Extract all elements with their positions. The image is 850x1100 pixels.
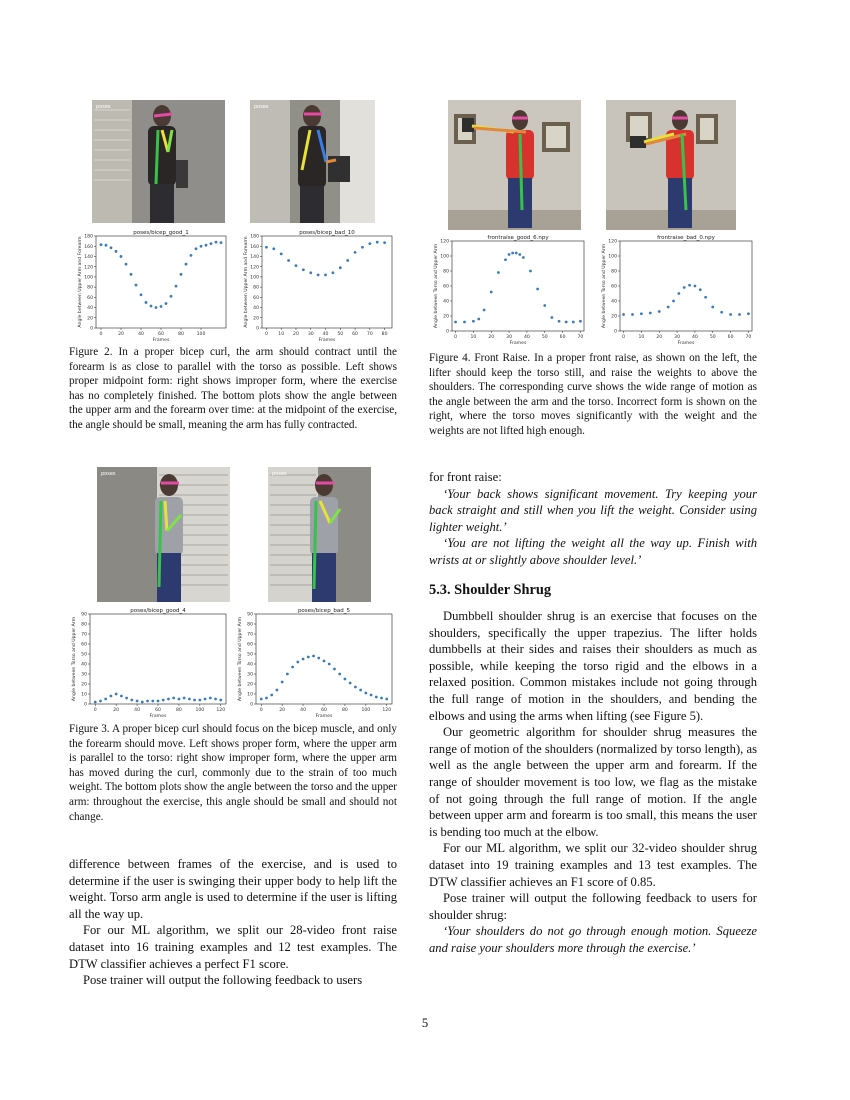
- y-tick-label: 30: [81, 672, 87, 678]
- y-tick-label: 40: [87, 306, 93, 312]
- x-tick-label: 120: [216, 708, 226, 713]
- data-point: [699, 288, 702, 291]
- x-tick-label: 0: [264, 332, 268, 337]
- y-tick-label: 100: [250, 275, 259, 281]
- figure-4-caption: Figure 4. Front Raise. In a proper front raise, as shown on the left, the lifter should keep the torso still, and raise the weights to above the shoulders. The corresponding curve shows the wide range of motion as the angle between the arm and the torso. Incorrect form is shown on the right, where the torso moves significantly with the weight and the weights are not lifted high enough.: [429, 352, 757, 437]
- data-point: [472, 320, 475, 323]
- y-tick-label: 0: [250, 702, 253, 708]
- data-point: [295, 264, 298, 267]
- fig4-photo-good: [448, 100, 581, 230]
- data-point: [463, 321, 466, 324]
- fig2-photo-bad: [250, 100, 375, 223]
- data-point: [380, 697, 383, 700]
- data-point: [280, 252, 283, 255]
- feedback-quote-weight: ‘You are not lifting the weight all the way up. Finish with wrists at or slightly above shoulder level.’: [429, 536, 757, 567]
- svg-text:poses: poses: [96, 104, 111, 110]
- bicep-good-torso-pose-image: [97, 467, 230, 602]
- data-point: [136, 700, 139, 703]
- x-tick-label: 10: [278, 332, 285, 337]
- chart-frontraise-good-6: [424, 233, 589, 345]
- data-point: [130, 699, 133, 702]
- data-point: [198, 699, 201, 702]
- data-point: [165, 302, 168, 305]
- x-tick-label: 80: [175, 708, 182, 713]
- y-tick-label: 120: [84, 265, 93, 271]
- feedback-intro-continued: for front raise:: [429, 470, 502, 484]
- x-tick-label: 20: [293, 332, 299, 337]
- data-point: [200, 245, 203, 248]
- data-point: [747, 312, 750, 315]
- y-tick-label: 140: [250, 255, 259, 261]
- x-tick-label: 30: [307, 332, 314, 337]
- data-point: [276, 689, 279, 692]
- y-tick-label: 80: [253, 285, 259, 291]
- bicep-bad-torso-pose-image: [268, 467, 371, 602]
- data-point: [504, 258, 507, 261]
- feedback-quote-shoulders: ‘Your shoulders do not go through enough motion. Squeeze and raise your shoulders more through the exercise.’: [429, 924, 757, 955]
- data-point: [349, 682, 352, 685]
- data-point: [649, 312, 652, 315]
- x-tick-label: 20: [279, 708, 286, 713]
- y-tick-label: 10: [81, 692, 87, 698]
- y-tick-label: 140: [84, 255, 93, 261]
- left-column-text: [69, 856, 397, 989]
- x-tick-label: 60: [321, 708, 327, 713]
- data-point: [332, 271, 335, 274]
- x-tick-label: 20: [118, 332, 124, 337]
- data-point: [361, 246, 364, 249]
- data-point: [287, 259, 290, 262]
- data-point: [497, 271, 500, 274]
- chart-title: poses/bicep_bad_5: [297, 608, 351, 614]
- y-tick-label: 80: [611, 269, 617, 275]
- plot-frame: [96, 236, 226, 328]
- chart-title: frontraise_good_6.npy: [487, 235, 549, 241]
- data-point: [354, 686, 357, 689]
- data-point: [658, 310, 661, 313]
- y-tick-label: 0: [84, 702, 87, 708]
- data-point: [529, 270, 532, 273]
- x-tick-label: 70: [577, 335, 584, 340]
- data-point: [105, 244, 108, 247]
- y-axis-label: Angle between Upper Arm and Forearm: [244, 236, 249, 328]
- y-tick-label: 40: [611, 299, 617, 305]
- y-tick-label: 40: [253, 306, 259, 312]
- data-point: [99, 700, 102, 703]
- x-tick-label: 50: [709, 335, 716, 340]
- data-point: [209, 697, 212, 700]
- y-tick-label: 0: [90, 326, 93, 332]
- y-tick-label: 60: [611, 284, 617, 290]
- data-point: [272, 247, 275, 250]
- data-point: [522, 256, 525, 259]
- data-point: [720, 311, 723, 314]
- paragraph-shrug-description: Dumbbell shoulder shrug is an exercise that focuses on the shoulders, specifically the upper trapezius. The lifter holds dumbbells at their sides and raises their shoulders as much as possible, while keeping the torso rigid and the elbows in a relaxed position. Common mistakes include not going through the full range of motion in the shoulders, and bending the elbows and using the arms when lifting (see Figure 5).: [429, 609, 757, 723]
- y-tick-label: 50: [247, 652, 253, 658]
- data-point: [214, 698, 217, 701]
- data-point: [178, 698, 181, 701]
- data-point: [631, 313, 634, 316]
- data-point: [683, 286, 686, 289]
- x-tick-label: 50: [337, 332, 344, 337]
- y-tick-label: 80: [81, 622, 87, 628]
- x-tick-label: 60: [158, 332, 164, 337]
- data-point: [339, 266, 342, 269]
- y-tick-label: 80: [247, 622, 253, 628]
- chart-bicep-good-1: [66, 226, 230, 342]
- x-tick-label: 60: [155, 708, 161, 713]
- data-point: [672, 300, 675, 303]
- y-tick-label: 0: [256, 326, 259, 332]
- data-point: [477, 318, 480, 321]
- x-tick-label: 0: [93, 708, 97, 713]
- data-point: [338, 673, 341, 676]
- data-point: [550, 316, 553, 319]
- front-raise-good-pose-image: [448, 100, 581, 230]
- data-point: [145, 301, 148, 304]
- plot-frame: [90, 614, 226, 704]
- chart-bicep-bad-10: [232, 226, 396, 342]
- x-tick-label: 20: [113, 708, 120, 713]
- section-heading-shoulder-shrug: 5.3. Shoulder Shrug: [429, 582, 552, 598]
- data-point: [172, 697, 175, 700]
- data-point: [120, 255, 123, 258]
- data-point: [175, 285, 178, 288]
- data-point: [150, 305, 153, 308]
- svg-text:poses: poses: [101, 471, 116, 477]
- data-point: [490, 291, 493, 294]
- data-point: [188, 698, 191, 701]
- x-tick-label: 80: [341, 708, 348, 713]
- data-point: [317, 273, 320, 276]
- plot-frame: [620, 241, 752, 331]
- data-point: [100, 243, 103, 246]
- data-point: [729, 313, 732, 316]
- data-point: [162, 699, 165, 702]
- paragraph-shrug-geometric: Our geometric algorithm for shoulder shrug measures the range of motion of the shoulders (normalized by torso length), as well as the angle between the upper arm and forearm. If the range of shoulder movement is too low, we flag as the mistake of not going through the full range of motion. If the angle between upper arm and forearm is too small, this means the user is bending too much at the elbow.: [429, 725, 757, 839]
- figure-3-caption: Figure 3. A proper bicep curl should focus on the bicep muscle, and only the forearm should move. Left shows proper form, where the upper arm is parallel to the torso: right show improper form, where the upper arm has moved during the curl, commonly due to the strain of too much weight. The bottom plots show the angle between the torso and the upper arm: throughout the exercise, this angle should be small and should not change.: [69, 723, 397, 823]
- y-tick-label: 60: [87, 295, 93, 301]
- x-tick-label: 30: [674, 335, 681, 340]
- y-tick-label: 0: [614, 329, 617, 335]
- data-point: [383, 241, 386, 244]
- data-point: [543, 304, 546, 307]
- data-point: [346, 259, 349, 262]
- data-point: [157, 700, 160, 703]
- chart-bicep-good-4: [66, 606, 231, 718]
- x-tick-label: 0: [259, 708, 263, 713]
- data-point: [130, 273, 133, 276]
- y-tick-label: 160: [84, 244, 93, 250]
- x-tick-label: 40: [523, 335, 530, 340]
- fig3-photo-good: [97, 467, 230, 602]
- bicep-bad-pose-image: [250, 100, 375, 223]
- data-point: [170, 295, 173, 298]
- x-tick-label: 40: [322, 332, 329, 337]
- x-tick-label: 20: [656, 335, 663, 340]
- data-point: [558, 320, 561, 323]
- data-point: [328, 663, 331, 666]
- chart-title: poses/bicep_bad_10: [299, 230, 355, 236]
- page-number: 5: [421, 1016, 429, 1030]
- data-point: [135, 284, 138, 287]
- data-point: [508, 253, 511, 256]
- data-point: [579, 320, 582, 323]
- right-column-top-text: [429, 469, 757, 569]
- x-tick-label: 40: [138, 332, 144, 337]
- data-point: [215, 241, 218, 244]
- data-point: [454, 321, 457, 324]
- data-point: [286, 673, 289, 676]
- x-tick-label: 60: [727, 335, 734, 340]
- data-point: [688, 284, 691, 287]
- y-tick-label: 0: [446, 329, 449, 335]
- chart-title: frontraise_bad_0.npy: [657, 235, 715, 241]
- paragraph-shrug-ml: For our ML algorithm, we split our 32-video shoulder shrug dataset into 19 training examples and 13 test examples. The DTW classifier achieves an F1 score of 0.85.: [429, 841, 757, 889]
- x-axis-label: Frames: [315, 714, 333, 718]
- data-point: [167, 698, 170, 701]
- data-point: [309, 271, 312, 274]
- x-tick-label: 10: [638, 335, 645, 340]
- x-tick-label: 0: [454, 335, 458, 340]
- figure-2-caption: Figure 2. In a proper bicep curl, the arm should contract until the forearm is as close to parallel with the torso as possible. Left shows proper midpoint form: right shows improper form, where the exercise has no completely finished. The bottom plots show the angle between the upper arm and the forearm over time: at the midpoint of the exercise, the angle should be small, meaning the arm has fully contracted.: [69, 346, 397, 431]
- y-tick-label: 50: [81, 652, 87, 658]
- x-tick-label: 70: [745, 335, 752, 340]
- y-tick-label: 30: [247, 672, 253, 678]
- data-point: [385, 698, 388, 701]
- y-tick-label: 60: [443, 284, 449, 290]
- x-axis-label: Frames: [149, 714, 167, 718]
- plot-frame: [262, 236, 392, 328]
- y-tick-label: 20: [253, 316, 259, 322]
- data-point: [155, 306, 158, 309]
- data-point: [104, 698, 107, 701]
- data-point: [151, 700, 154, 703]
- paragraph-feedback-intro: Pose trainer will output the following feedback to users: [83, 973, 363, 988]
- data-point: [344, 678, 347, 681]
- data-point: [185, 263, 188, 266]
- data-point: [302, 658, 305, 661]
- data-point: [375, 696, 378, 699]
- paragraph-swing-detection: difference between frames of the exercise, and is used to determine if the user is swinging their upper body to help lift the weight. Torso arm angle is used to determine if the user is lifting all the way up.: [69, 857, 397, 921]
- x-tick-label: 50: [541, 335, 548, 340]
- data-point: [483, 309, 486, 312]
- chart-bicep-bad-5: [232, 606, 397, 718]
- data-point: [536, 288, 539, 291]
- svg-text:poses: poses: [254, 104, 269, 110]
- y-tick-label: 180: [84, 234, 93, 240]
- x-tick-label: 40: [691, 335, 698, 340]
- data-point: [572, 321, 575, 324]
- data-point: [204, 698, 207, 701]
- data-point: [515, 252, 518, 255]
- y-tick-label: 80: [87, 285, 93, 291]
- x-tick-label: 40: [134, 708, 141, 713]
- data-point: [190, 254, 193, 257]
- x-tick-label: 20: [488, 335, 495, 340]
- fig4-photo-bad: [606, 100, 736, 230]
- data-point: [376, 241, 379, 244]
- data-point: [220, 241, 223, 244]
- data-point: [110, 246, 113, 249]
- fig2-photo-good: [92, 100, 225, 223]
- data-point: [140, 293, 143, 296]
- y-tick-label: 160: [250, 244, 259, 250]
- data-point: [364, 692, 367, 695]
- data-point: [704, 296, 707, 299]
- data-point: [354, 251, 357, 254]
- data-point: [677, 292, 680, 295]
- y-tick-label: 80: [443, 269, 449, 275]
- x-tick-label: 120: [382, 708, 392, 713]
- data-point: [694, 285, 697, 288]
- y-tick-label: 120: [250, 265, 259, 271]
- x-tick-label: 40: [300, 708, 307, 713]
- x-tick-label: 80: [381, 332, 388, 337]
- y-tick-label: 100: [608, 254, 617, 260]
- data-point: [359, 689, 362, 692]
- right-column-shrug-text: [429, 608, 757, 956]
- y-tick-label: 180: [250, 234, 259, 240]
- x-axis-label: Frames: [677, 341, 695, 345]
- data-point: [622, 313, 625, 316]
- data-point: [323, 660, 326, 663]
- data-point: [183, 697, 186, 700]
- data-point: [115, 693, 118, 696]
- data-point: [180, 273, 183, 276]
- data-point: [667, 306, 670, 309]
- chart-title: poses/bicep_good_4: [130, 608, 186, 614]
- data-point: [565, 321, 568, 324]
- y-tick-label: 20: [443, 314, 449, 320]
- x-axis-label: Frames: [152, 338, 170, 342]
- x-tick-label: 30: [506, 335, 513, 340]
- y-tick-label: 20: [611, 314, 617, 320]
- data-point: [511, 252, 514, 255]
- x-tick-label: 0: [622, 335, 626, 340]
- chart-frontraise-bad-0: [592, 233, 757, 345]
- x-tick-label: 100: [195, 708, 205, 713]
- y-tick-label: 60: [247, 642, 253, 648]
- y-tick-label: 60: [253, 295, 259, 301]
- x-tick-label: 70: [366, 332, 373, 337]
- data-point: [160, 305, 163, 308]
- y-tick-label: 120: [608, 239, 617, 245]
- y-tick-label: 70: [247, 632, 253, 638]
- paragraph-shrug-feedback: Pose trainer will output the following feedback to users for shoulder shrug:: [429, 891, 757, 922]
- x-tick-label: 10: [470, 335, 477, 340]
- feedback-quote-back: ‘Your back shows significant movement. Try keeping your back straight and still when you lift the weight. Consider using lighter weight.’: [429, 486, 757, 534]
- y-tick-label: 70: [81, 632, 87, 638]
- data-point: [270, 694, 273, 697]
- data-point: [193, 699, 196, 702]
- x-tick-label: 60: [352, 332, 358, 337]
- y-axis-label: Angle between Upper Arm and Forearm: [78, 236, 83, 328]
- data-point: [265, 246, 268, 249]
- data-point: [291, 666, 294, 669]
- y-tick-label: 40: [443, 299, 449, 305]
- data-point: [265, 697, 268, 700]
- data-point: [94, 701, 97, 704]
- y-axis-label: Angle between Torso and Upper Arm: [72, 616, 77, 702]
- y-tick-label: 20: [87, 316, 93, 322]
- y-tick-label: 40: [247, 662, 253, 668]
- data-point: [296, 661, 299, 664]
- y-tick-label: 120: [440, 239, 449, 245]
- plot-frame: [452, 241, 584, 331]
- y-axis-label: Angle between Torso and Upper Arm: [602, 243, 607, 329]
- x-axis-label: Frames: [509, 341, 527, 345]
- data-point: [302, 268, 305, 271]
- fig3-photo-bad: [268, 467, 371, 602]
- paragraph-ml-front-raise: For our ML algorithm, we split our 28-video front raise dataset into 16 training examples and 12 test examples. The DTW classifier achieves a perfect F1 score.: [69, 923, 397, 971]
- y-tick-label: 100: [84, 275, 93, 281]
- x-tick-label: 0: [99, 332, 103, 337]
- bicep-good-pose-image: [92, 100, 225, 223]
- data-point: [640, 312, 643, 315]
- y-tick-label: 90: [247, 612, 253, 618]
- data-point: [711, 306, 714, 309]
- data-point: [210, 242, 213, 245]
- data-point: [738, 313, 741, 316]
- data-point: [260, 698, 263, 701]
- data-point: [115, 250, 118, 253]
- data-point: [370, 694, 373, 697]
- svg-text:poses: poses: [272, 471, 287, 477]
- x-tick-label: 100: [196, 332, 206, 337]
- data-point: [317, 657, 320, 660]
- data-point: [125, 263, 128, 266]
- y-tick-label: 60: [81, 642, 87, 648]
- data-point: [368, 242, 371, 245]
- data-point: [333, 668, 336, 671]
- y-tick-label: 40: [81, 662, 87, 668]
- y-axis-label: Angle between Torso and Upper Arm: [238, 616, 243, 702]
- chart-title: poses/bicep_good_1: [133, 230, 189, 236]
- x-tick-label: 100: [361, 708, 371, 713]
- y-tick-label: 20: [81, 682, 87, 688]
- data-point: [195, 247, 198, 250]
- y-tick-label: 90: [81, 612, 87, 618]
- data-point: [518, 253, 521, 256]
- data-point: [141, 701, 144, 704]
- data-point: [281, 681, 284, 684]
- data-point: [110, 695, 113, 698]
- data-point: [312, 655, 315, 658]
- y-tick-label: 20: [247, 682, 253, 688]
- y-tick-label: 100: [440, 254, 449, 260]
- data-point: [205, 244, 208, 247]
- x-tick-label: 60: [559, 335, 566, 340]
- data-point: [219, 699, 222, 702]
- x-tick-label: 80: [178, 332, 184, 337]
- data-point: [120, 695, 123, 698]
- front-raise-bad-pose-image: [606, 100, 736, 230]
- data-point: [307, 656, 310, 659]
- y-tick-label: 10: [247, 692, 253, 698]
- y-axis-label: Angle between Torso and Upper Arm: [434, 243, 439, 329]
- x-axis-label: Frames: [318, 338, 336, 342]
- data-point: [125, 697, 128, 700]
- data-point: [146, 700, 149, 703]
- data-point: [324, 273, 327, 276]
